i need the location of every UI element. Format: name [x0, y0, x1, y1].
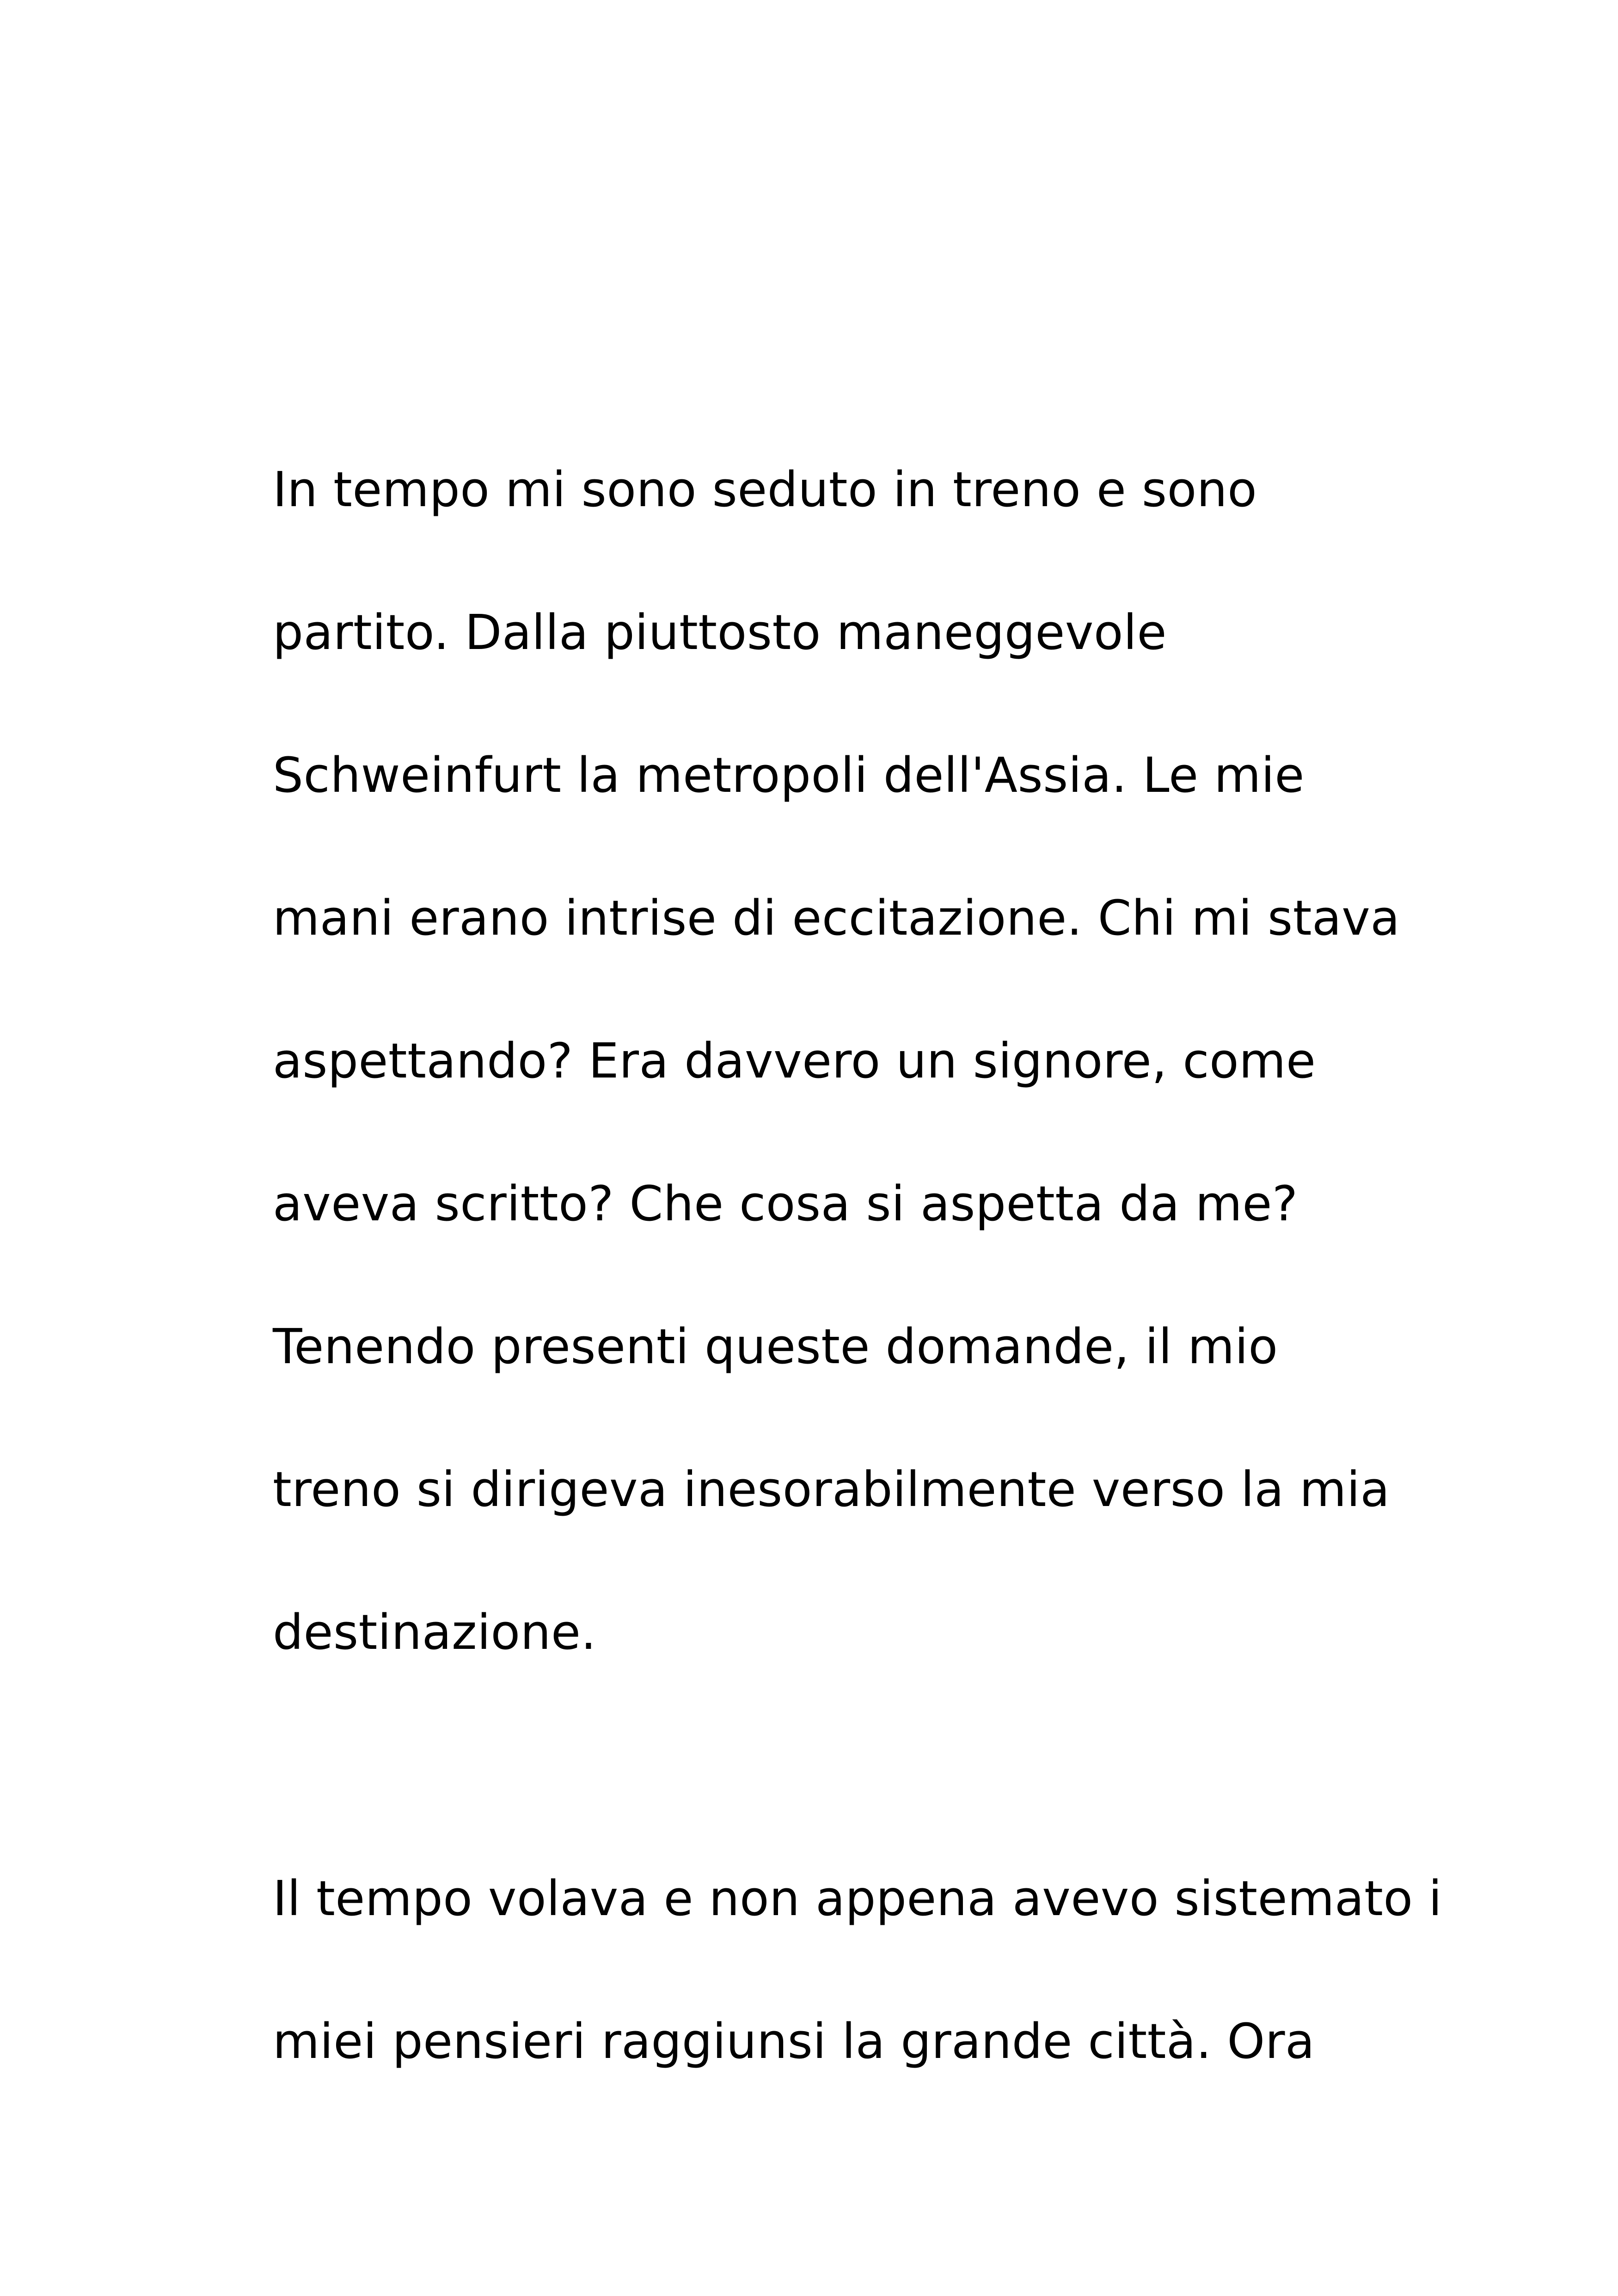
text-line: Il tempo volava e non appena avevo sistemato i: [273, 1870, 1442, 1927]
text-line: aspettando? Era davvero un signore, come: [273, 1033, 1316, 1089]
text-line: Tenendo presenti queste domande, il mio: [273, 1318, 1278, 1375]
text-line: In tempo mi sono seduto in treno e sono: [273, 461, 1257, 518]
text-line: miei pensieri raggiunsi la grande città. Ora: [273, 2013, 1315, 2069]
text-line: treno si dirigeva inesorabilmente verso la mia: [273, 1461, 1390, 1518]
paragraph-2: [273, 1827, 1567, 2113]
text-line: mani erano intrise di eccitazione. Chi mi stava: [273, 890, 1400, 946]
text-line: partito. Dalla piuttosto maneggevole: [273, 604, 1167, 661]
text-line: destinazione.: [273, 1604, 597, 1660]
text-line: aveva scritto? Che cosa si aspetta da me?: [273, 1176, 1298, 1232]
paragraph-1: [273, 418, 1567, 1704]
text-line: Schweinfurt la metropoli dell'Assia. Le mie: [273, 747, 1305, 803]
